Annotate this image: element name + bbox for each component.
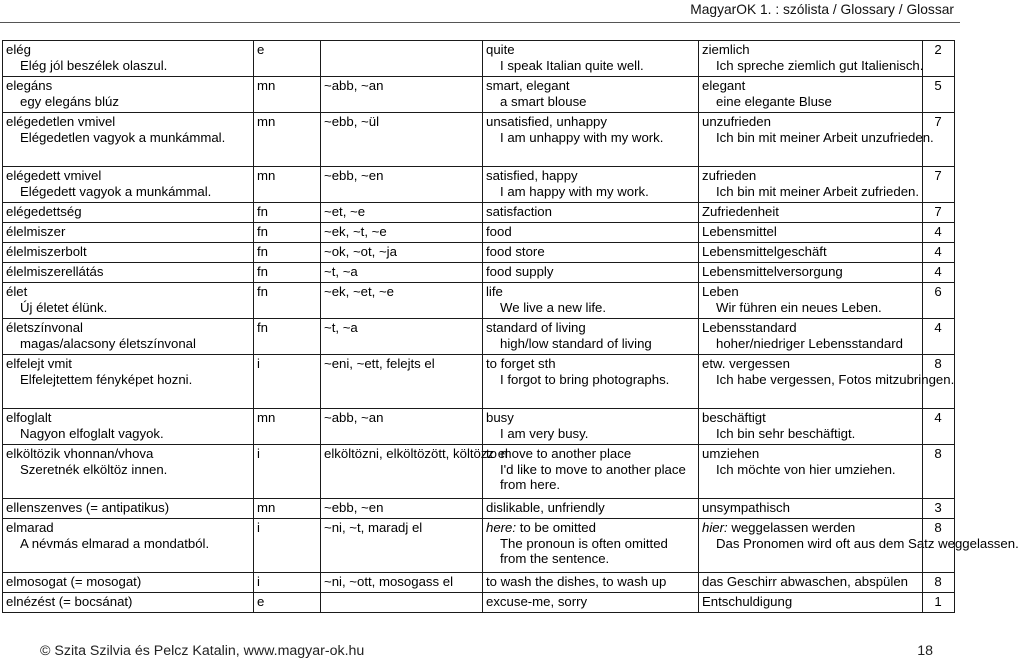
translation-german: ziemlich xyxy=(702,42,750,57)
cell-forms xyxy=(321,77,483,113)
translation-english: quite xyxy=(486,42,515,57)
cell-english xyxy=(483,223,699,243)
chapter-number: 5 xyxy=(934,78,942,93)
cell-hungarian xyxy=(3,409,254,445)
cell-english xyxy=(483,283,699,319)
cell-english xyxy=(483,573,699,593)
example-hungarian: magas/alacsony életszínvonal xyxy=(20,335,196,351)
word-class: i xyxy=(257,356,260,371)
cell-chapter xyxy=(923,41,955,77)
example-hungarian: Elégedetlen vagyok a munkámmal. xyxy=(20,129,226,145)
cell-hungarian xyxy=(3,41,254,77)
cell-word-class xyxy=(254,499,321,519)
cell-word-class xyxy=(254,593,321,613)
chapter-number: 2 xyxy=(934,42,942,57)
translation-german: Zufriedenheit xyxy=(702,204,779,219)
translation-german: das Geschirr abwaschen, abspülen xyxy=(702,574,908,589)
cell-forms xyxy=(321,167,483,203)
cell-german xyxy=(699,223,923,243)
chapter-number: 6 xyxy=(934,284,942,299)
headword: elégedetlen vmivel xyxy=(6,114,116,129)
chapter-number: 7 xyxy=(934,168,942,183)
table-row xyxy=(3,573,955,593)
cell-word-class xyxy=(254,445,321,499)
word-class: mn xyxy=(257,78,276,93)
inflected-forms: ~ok, ~ot, ~ja xyxy=(324,244,397,259)
example-german: Ich bin mit meiner Arbeit unzufrieden. xyxy=(716,129,934,145)
cell-word-class xyxy=(254,203,321,223)
chapter-number: 4 xyxy=(934,320,942,335)
cell-english xyxy=(483,593,699,613)
cell-chapter xyxy=(923,573,955,593)
translation-german: Lebensmittel xyxy=(702,224,777,239)
word-class: fn xyxy=(257,204,268,219)
cell-word-class xyxy=(254,409,321,445)
cell-german xyxy=(699,409,923,445)
translation-english: satisfied, happy xyxy=(486,168,578,183)
cell-forms xyxy=(321,283,483,319)
cell-word-class xyxy=(254,77,321,113)
headword: elégedettség xyxy=(6,204,82,219)
example-english: I'd like to move to another place from here. xyxy=(500,461,686,492)
cell-word-class xyxy=(254,519,321,573)
cell-forms xyxy=(321,573,483,593)
inflected-forms: ~abb, ~an xyxy=(324,78,384,93)
example-hungarian: Új életet élünk. xyxy=(20,299,108,315)
cell-word-class xyxy=(254,243,321,263)
headword: élet xyxy=(6,284,28,299)
headword: elköltözik vhonnan/vhova xyxy=(6,446,154,461)
table-row xyxy=(3,519,955,573)
chapter-number: 8 xyxy=(934,446,942,461)
page-number: 18 xyxy=(917,643,933,659)
cell-hungarian xyxy=(3,355,254,409)
table-row xyxy=(3,445,955,499)
headword: elfelejt vmit xyxy=(6,356,72,371)
example-english: I am very busy. xyxy=(500,425,589,441)
cell-forms xyxy=(321,223,483,243)
headword: élelmiszer xyxy=(6,224,66,239)
cell-hungarian xyxy=(3,77,254,113)
cell-forms xyxy=(321,203,483,223)
example-hungarian: Elfelejtettem fényképet hozni. xyxy=(20,371,193,387)
inflected-forms: ~ni, ~ott, mosogass el xyxy=(324,574,454,589)
table-row xyxy=(3,113,955,167)
cell-chapter xyxy=(923,409,955,445)
translation-german: umziehen xyxy=(702,446,760,461)
inflected-forms: ~ek, ~t, ~e xyxy=(324,224,387,239)
example-hungarian: A névmás elmarad a mondatból. xyxy=(20,535,210,551)
inflected-forms: elköltözni, elköltözött, költözz el xyxy=(324,446,508,461)
example-german: Wir führen ein neues Leben. xyxy=(716,299,882,315)
example-hungarian: Szeretnék elköltöz innen. xyxy=(20,461,168,477)
example-german: Das Pronomen wird oft aus dem Satz weggelassen. xyxy=(716,535,1019,551)
translation-english: food xyxy=(486,224,512,239)
table-row xyxy=(3,41,955,77)
translation-english: food supply xyxy=(486,264,554,279)
cell-forms xyxy=(321,499,483,519)
cell-forms xyxy=(321,263,483,283)
cell-english xyxy=(483,243,699,263)
translation-german: Lebensmittelgeschäft xyxy=(702,244,827,259)
example-english: The pronoun is often omitted from the sentence. xyxy=(500,535,668,566)
cell-forms xyxy=(321,355,483,409)
cell-german xyxy=(699,355,955,409)
example-english: I am unhappy with my work. xyxy=(500,129,664,145)
cell-word-class xyxy=(254,223,321,243)
example-english: We live a new life. xyxy=(500,299,607,315)
cell-chapter xyxy=(923,319,955,355)
cell-hungarian xyxy=(3,573,254,593)
example-german: Ich bin sehr beschäftigt. xyxy=(716,425,856,441)
word-class: mn xyxy=(257,500,276,515)
word-class: mn xyxy=(257,168,276,183)
cell-word-class xyxy=(254,573,321,593)
cell-forms xyxy=(321,409,483,445)
cell-german xyxy=(699,203,923,223)
translation-german: etw. vergessen xyxy=(702,356,790,371)
translation-german: Lebensstandard xyxy=(702,320,797,335)
chapter-number: 8 xyxy=(934,520,942,535)
headword: élelmiszerbolt xyxy=(6,244,87,259)
footer-authors: Szita Szilvia és Pelcz Katalin, www.magyar-ok.hu xyxy=(54,643,365,659)
headword: elmarad xyxy=(6,520,54,535)
chapter-number: 4 xyxy=(934,264,942,279)
cell-german xyxy=(699,263,923,283)
translation-english: to wash the dishes, to wash up xyxy=(486,574,667,589)
headword: ellenszenves (= antipatikus) xyxy=(6,500,170,515)
cell-chapter xyxy=(923,283,955,319)
cell-hungarian xyxy=(3,263,254,283)
cell-hungarian xyxy=(3,593,254,613)
cell-word-class xyxy=(254,283,321,319)
translation-german: unzufrieden xyxy=(702,114,771,129)
table-row xyxy=(3,283,955,319)
translation-german: Entschuldigung xyxy=(702,594,793,609)
inflected-forms: ~ni, ~t, maradj el xyxy=(324,520,423,535)
translation-german: Lebensmittelversorgung xyxy=(702,264,843,279)
cell-forms xyxy=(321,519,483,573)
cell-hungarian xyxy=(3,445,254,499)
cell-hungarian xyxy=(3,113,254,167)
cell-english xyxy=(483,409,699,445)
cell-english xyxy=(483,77,699,113)
cell-chapter xyxy=(923,167,955,203)
translation-english: to move to another place xyxy=(486,446,632,461)
translation-german: zufrieden xyxy=(702,168,757,183)
cell-forms xyxy=(321,41,483,77)
headword: elnézést (= bocsánat) xyxy=(6,594,133,609)
cell-english xyxy=(483,445,699,499)
example-english: I am happy with my work. xyxy=(500,183,649,199)
cell-german xyxy=(699,445,923,499)
cell-english xyxy=(483,499,699,519)
word-class: mn xyxy=(257,410,276,425)
inflected-forms: ~ebb, ~en xyxy=(324,500,384,515)
cell-english xyxy=(483,319,699,355)
example-german: hoher/niedriger Lebensstandard xyxy=(716,335,903,351)
inflected-forms: ~et, ~e xyxy=(324,204,366,219)
cell-english xyxy=(483,203,699,223)
cell-english xyxy=(483,355,699,409)
word-class: fn xyxy=(257,264,268,279)
cell-chapter xyxy=(923,445,955,499)
page-header-title: MagyarOK 1. : szólista / Glossary / Glossar xyxy=(690,2,954,17)
translation-german: beschäftigt xyxy=(702,410,766,425)
word-class: fn xyxy=(257,320,268,335)
cell-english xyxy=(483,113,699,167)
cell-forms xyxy=(321,243,483,263)
example-hungarian: Nagyon elfoglalt vagyok. xyxy=(20,425,164,441)
usage-note-german: hier: xyxy=(702,520,728,535)
table-row xyxy=(3,77,955,113)
table-row xyxy=(3,263,955,283)
chapter-number: 8 xyxy=(934,356,942,371)
word-class: fn xyxy=(257,244,268,259)
translation-english: satisfaction xyxy=(486,204,552,219)
word-class: fn xyxy=(257,284,268,299)
cell-german xyxy=(699,167,923,203)
table-row xyxy=(3,499,955,519)
example-english: I forgot to bring photographs. xyxy=(500,371,670,387)
chapter-number: 7 xyxy=(934,204,942,219)
cell-word-class xyxy=(254,113,321,167)
chapter-number: 4 xyxy=(934,224,942,239)
cell-forms xyxy=(321,319,483,355)
chapter-number: 4 xyxy=(934,410,942,425)
inflected-forms: ~eni, ~ett, felejts el xyxy=(324,356,435,371)
table-row xyxy=(3,593,955,613)
translation-english-text: to be omitted xyxy=(519,520,596,535)
word-class: i xyxy=(257,520,260,535)
cell-english xyxy=(483,263,699,283)
cell-german xyxy=(699,319,923,355)
word-class: i xyxy=(257,446,260,461)
usage-note-english: here: xyxy=(486,520,517,535)
example-german: Ich habe vergessen, Fotos mitzubringen. xyxy=(716,371,955,387)
table-row xyxy=(3,319,955,355)
example-german: Ich spreche ziemlich gut Italienisch. xyxy=(716,57,924,73)
word-class: e xyxy=(257,42,265,57)
cell-word-class xyxy=(254,167,321,203)
word-class: fn xyxy=(257,224,268,239)
inflected-forms: ~t, ~a xyxy=(324,264,358,279)
translation-english: unsatisfied, unhappy xyxy=(486,114,607,129)
translation-german xyxy=(702,520,920,536)
table-row xyxy=(3,203,955,223)
word-class: mn xyxy=(257,114,276,129)
cell-german xyxy=(699,519,1019,573)
cell-hungarian xyxy=(3,319,254,355)
table-row xyxy=(3,243,955,263)
headword: életszínvonal xyxy=(6,320,83,335)
table-row xyxy=(3,409,955,445)
translation-german: elegant xyxy=(702,78,746,93)
inflected-forms: ~ek, ~et, ~e xyxy=(324,284,395,299)
cell-word-class xyxy=(254,319,321,355)
chapter-number: 4 xyxy=(934,244,942,259)
example-hungarian: egy elegáns blúz xyxy=(20,93,119,109)
inflected-forms: ~ebb, ~en xyxy=(324,168,384,183)
cell-hungarian xyxy=(3,167,254,203)
glossary-table xyxy=(2,40,1019,613)
chapter-number: 8 xyxy=(934,574,942,589)
cell-word-class xyxy=(254,263,321,283)
example-german: Ich bin mit meiner Arbeit zufrieden. xyxy=(716,183,920,199)
headword: elfoglalt xyxy=(6,410,52,425)
cell-hungarian xyxy=(3,203,254,223)
cell-hungarian xyxy=(3,499,254,519)
translation-german: unsympathisch xyxy=(702,500,790,515)
glossary-body xyxy=(3,41,1019,613)
cell-german xyxy=(699,113,934,167)
translation-german-text: weggelassen werden xyxy=(731,520,856,535)
cell-chapter xyxy=(923,499,955,519)
cell-english xyxy=(483,167,699,203)
cell-english xyxy=(483,41,699,77)
headword: elégedett vmivel xyxy=(6,168,102,183)
word-class: e xyxy=(257,594,265,609)
table-row xyxy=(3,355,955,409)
example-hungarian: Elégedett vagyok a munkámmal. xyxy=(20,183,212,199)
translation-english xyxy=(486,520,696,536)
cell-hungarian xyxy=(3,519,254,573)
chapter-number: 7 xyxy=(934,114,942,129)
translation-german: Leben xyxy=(702,284,739,299)
cell-german xyxy=(699,77,923,113)
translation-english: dislikable, unfriendly xyxy=(486,500,605,515)
chapter-number: 3 xyxy=(934,500,942,515)
cell-hungarian xyxy=(3,223,254,243)
inflected-forms: ~abb, ~an xyxy=(324,410,384,425)
header-divider xyxy=(0,22,960,23)
example-german: eine elegante Bluse xyxy=(716,93,832,109)
footer-copyright xyxy=(40,643,364,659)
inflected-forms: ~t, ~a xyxy=(324,320,358,335)
example-hungarian: Elég jól beszélek olaszul. xyxy=(20,57,168,73)
example-german: Ich möchte von hier umziehen. xyxy=(716,461,896,477)
cell-hungarian xyxy=(3,243,254,263)
cell-german xyxy=(699,243,923,263)
cell-forms xyxy=(321,445,508,499)
table-row xyxy=(3,167,955,203)
inflected-forms: ~ebb, ~ül xyxy=(324,114,379,129)
headword: elmosogat (= mosogat) xyxy=(6,574,142,589)
cell-german xyxy=(699,573,923,593)
chapter-number: 1 xyxy=(934,594,942,609)
translation-english: smart, elegant xyxy=(486,78,570,93)
cell-english xyxy=(483,519,699,573)
headword: elég xyxy=(6,42,31,57)
translation-english: food store xyxy=(486,244,545,259)
translation-english: life xyxy=(486,284,503,299)
table-row xyxy=(3,223,955,243)
example-english: I speak Italian quite well. xyxy=(500,57,644,73)
cell-word-class xyxy=(254,41,321,77)
cell-chapter xyxy=(923,243,955,263)
cell-forms xyxy=(321,593,483,613)
translation-english: excuse-me, sorry xyxy=(486,594,588,609)
word-class: i xyxy=(257,574,260,589)
cell-german xyxy=(699,499,923,519)
example-english: a smart blouse xyxy=(500,93,587,109)
cell-chapter xyxy=(923,263,955,283)
cell-german xyxy=(699,283,923,319)
cell-chapter xyxy=(923,593,955,613)
headword: elegáns xyxy=(6,78,53,93)
example-english: high/low standard of living xyxy=(500,335,652,351)
cell-forms xyxy=(321,113,483,167)
cell-german xyxy=(699,41,923,77)
cell-word-class xyxy=(254,355,321,409)
cell-chapter xyxy=(923,223,955,243)
cell-chapter xyxy=(923,77,955,113)
translation-english: standard of living xyxy=(486,320,586,335)
headword: élelmiszerellátás xyxy=(6,264,104,279)
copyright-icon: © xyxy=(40,643,51,659)
translation-english: busy xyxy=(486,410,514,425)
translation-english: to forget sth xyxy=(486,356,556,371)
cell-hungarian xyxy=(3,283,254,319)
cell-german xyxy=(699,593,923,613)
cell-chapter xyxy=(923,203,955,223)
